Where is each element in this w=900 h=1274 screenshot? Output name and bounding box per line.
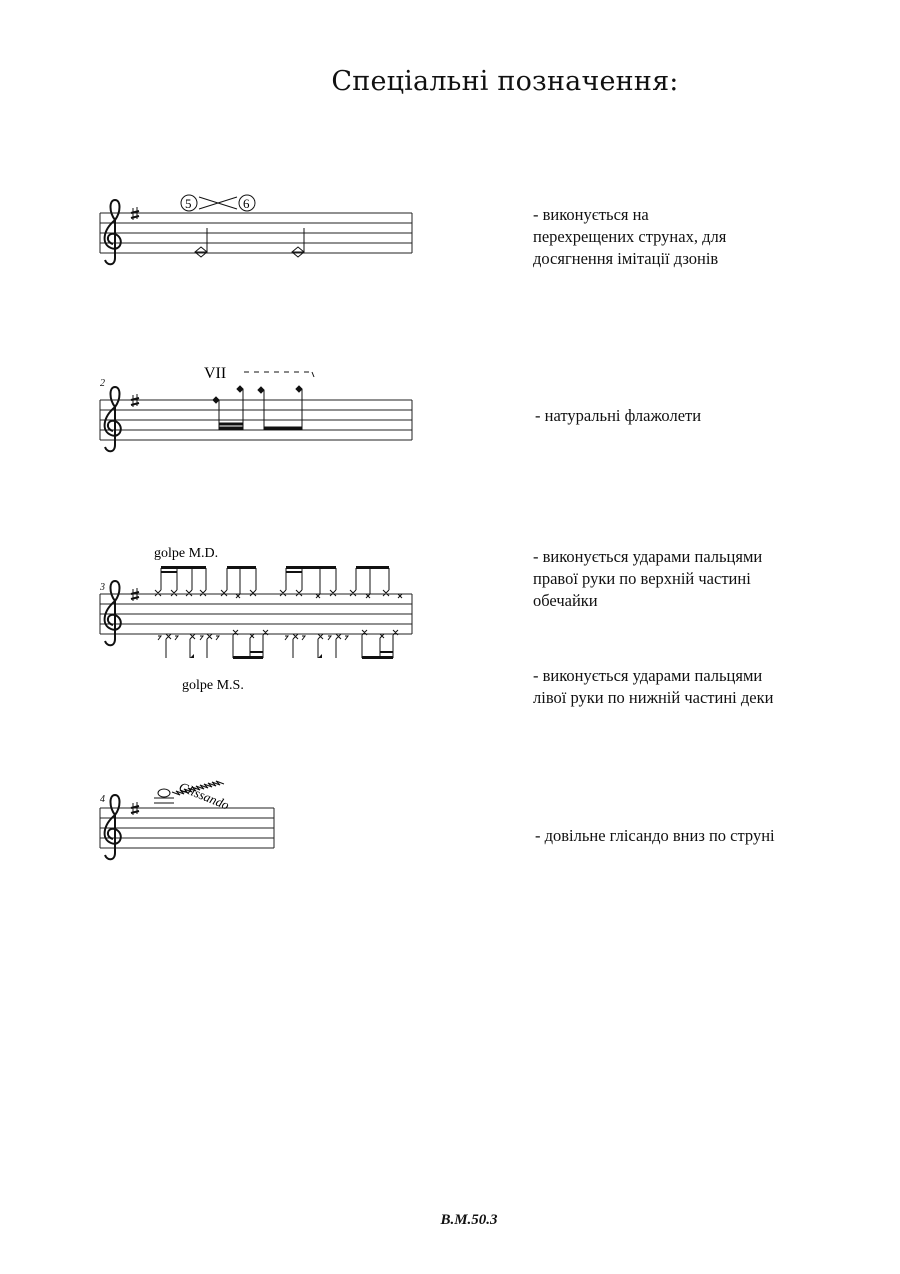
treble-clef-icon bbox=[105, 581, 121, 645]
golpe-md-label: golpe M.D. bbox=[154, 546, 219, 561]
measure-number-3: 3 bbox=[100, 582, 105, 593]
measure-number-2: 2 bbox=[100, 378, 105, 389]
page-title: Спеціальні позначення: bbox=[331, 66, 679, 97]
string-5-label: 5 bbox=[185, 196, 192, 211]
description-2: - натуральні флажолети bbox=[535, 406, 702, 425]
page-footer: B.M.50.3 bbox=[440, 1212, 498, 1228]
treble-clef-icon bbox=[105, 200, 121, 264]
crossed-note bbox=[195, 228, 304, 257]
string-cross-marking bbox=[181, 195, 255, 211]
glissando-label: Glissando bbox=[176, 778, 232, 813]
measure-number-4: 4 bbox=[100, 794, 105, 805]
description-5: - довільне глісандо вниз по струні bbox=[535, 826, 775, 845]
golpe-ms-label: golpe M.S. bbox=[182, 678, 244, 693]
treble-clef-icon bbox=[105, 387, 121, 451]
description-1: - виконується на перехрещених струнах, для досягнення імітації дзонів bbox=[533, 205, 727, 268]
description-3: - виконується ударами пальцями правої руки по верхній частині обечайки bbox=[533, 547, 763, 610]
string-6-label: 6 bbox=[243, 196, 250, 211]
position-vii-label: VII bbox=[204, 365, 227, 382]
harmonic-notes bbox=[213, 386, 302, 430]
description-4: - виконується ударами пальцями лівої руки по нижній частині деки bbox=[533, 666, 774, 707]
sharp-icon bbox=[131, 207, 139, 220]
treble-clef-icon bbox=[105, 795, 121, 859]
